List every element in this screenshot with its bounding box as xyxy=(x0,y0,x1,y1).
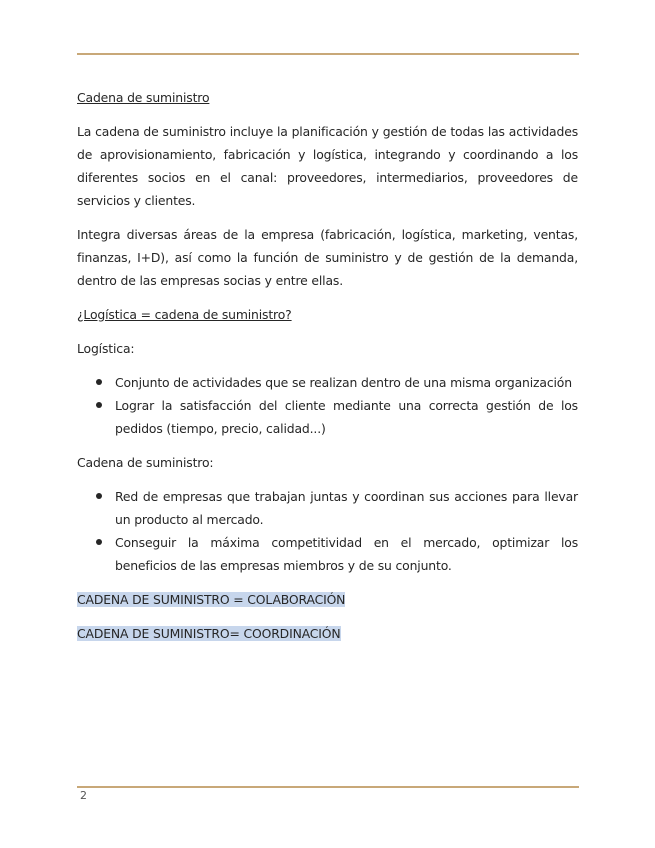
list-item: Lograr la satisfacción del cliente mediante una correcta gestión de los pedidos (tiempo, precio, calidad...) xyxy=(77,394,578,440)
bullet-icon xyxy=(96,539,102,545)
list-item: Conjunto de actividades que se realizan dentro de una misma organización xyxy=(77,371,578,394)
highlight-colaboracion: CADENA DE SUMINISTRO = COLABORACIÓN xyxy=(77,592,346,607)
logistica-label: Logística: xyxy=(77,341,135,356)
paragraph-areas: Integra diversas áreas de la empresa (fabricación, logística, marketing, ventas, finanzas, I+D), así como la función de suministro y de gestión de la demanda, dentro de las empresas socias y entre ellas. xyxy=(77,227,578,288)
list-item: Red de empresas que trabajan juntas y coordinan sus acciones para llevar un producto al mercado. xyxy=(77,485,578,531)
header-rule xyxy=(77,53,579,55)
paragraph-definition: La cadena de suministro incluye la planificación y gestión de todas las actividades de aprovisionamiento, fabricación y logística, integrando y coordinando a los diferentes socios en el canal: proveedores, intermediarios, proveedores de servicios y clientes. xyxy=(77,124,578,208)
footer-rule xyxy=(77,786,579,788)
logistica-list xyxy=(77,371,578,440)
bullet-icon xyxy=(96,379,102,385)
cadena-label: Cadena de suministro: xyxy=(77,455,214,470)
page-number: 2 xyxy=(80,789,87,802)
bullet-icon xyxy=(96,402,102,408)
document-body xyxy=(77,86,578,656)
section-heading-cadena: Cadena de suministro xyxy=(77,90,210,105)
cadena-list xyxy=(77,485,578,577)
bullet-icon xyxy=(96,493,102,499)
section-heading-question: ¿Logística = cadena de suministro? xyxy=(77,307,292,322)
highlight-coordinacion: CADENA DE SUMINISTRO= COORDINACIÓN xyxy=(77,626,341,641)
list-item: Conseguir la máxima competitividad en el mercado, optimizar los beneficios de las empresas miembros y de su conjunto. xyxy=(77,531,578,577)
